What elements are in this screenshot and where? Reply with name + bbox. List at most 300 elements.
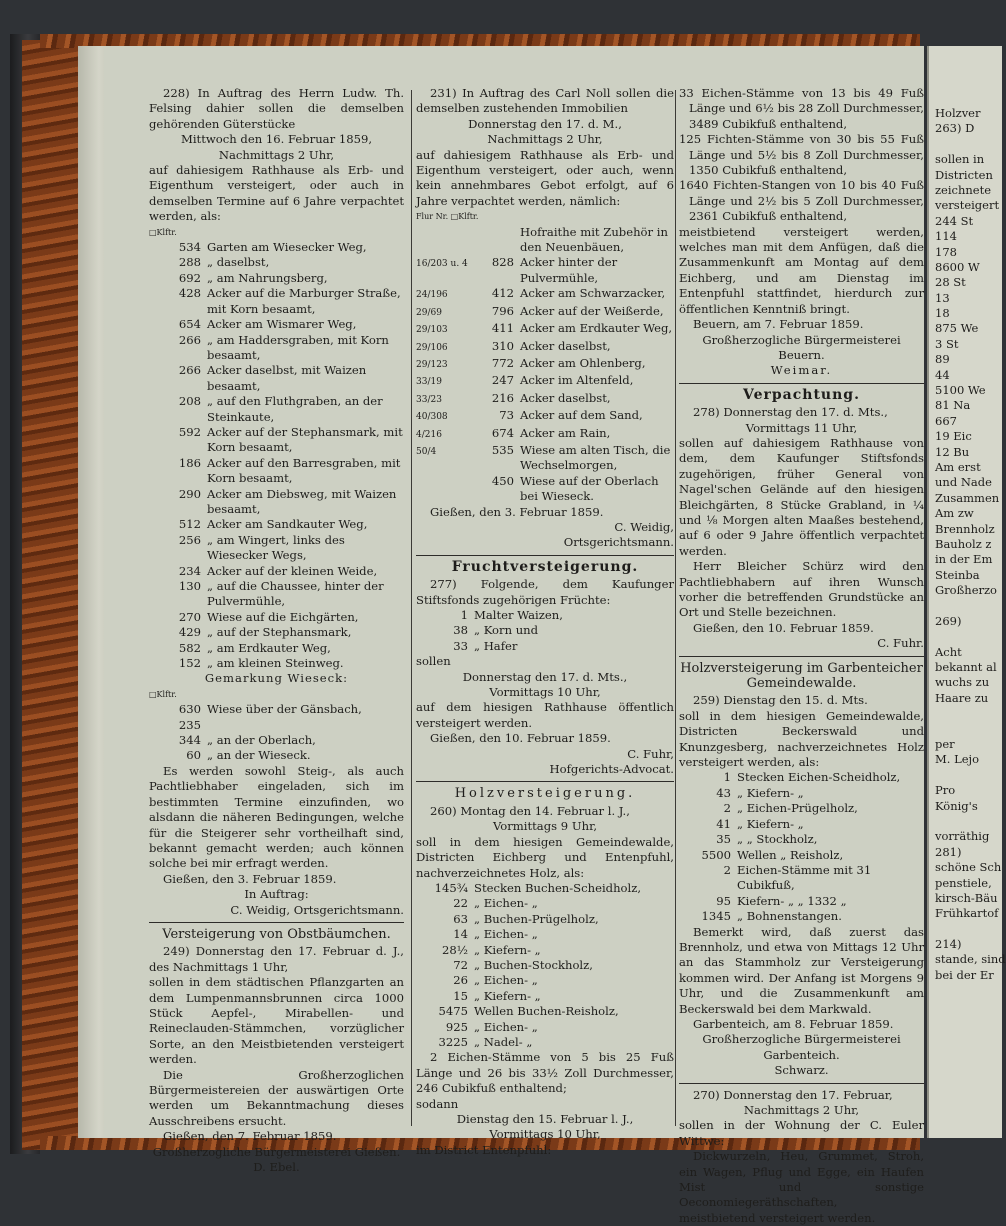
list-item bbox=[149, 286, 404, 317]
notice-278-body2: Herr Bleicher Schürz wird den Pachtliebhabern auf ihren Wunsch vorher die betreffenden Grundstücke an Ort und Stelle bezeichnen. bbox=[679, 559, 924, 620]
list-item bbox=[679, 863, 924, 894]
flur-number: 4/216 bbox=[416, 429, 442, 440]
parcel-desc: Acker auf dem Sand, bbox=[520, 408, 643, 423]
facing-line: 244 St bbox=[935, 213, 974, 228]
item-number: 288 bbox=[178, 255, 201, 270]
list-item bbox=[149, 255, 404, 270]
item-number: 428 bbox=[178, 286, 201, 301]
table-row bbox=[416, 286, 674, 303]
flur-number: 29/106 bbox=[416, 342, 448, 353]
area-klafter: 772 bbox=[491, 355, 514, 370]
office: Großherzogliche Bürgermeisterei Gießen. bbox=[152, 1144, 401, 1159]
list-item bbox=[149, 579, 404, 610]
item-text: Malter Waizen, bbox=[474, 608, 563, 622]
item-number: 14 bbox=[453, 927, 468, 942]
notice-259-heading: Holzversteigerung im Garbenteicher Gemeindewalde. bbox=[680, 660, 923, 692]
facing-line: Zusammen bbox=[935, 490, 1000, 505]
notice-260-date2: Dienstag den 15. Februar l. J., bbox=[456, 1112, 634, 1126]
newspaper-page bbox=[104, 46, 924, 1225]
list-item bbox=[149, 363, 404, 394]
flur-number: 16/203 u. 4 bbox=[416, 259, 468, 270]
facing-line bbox=[935, 137, 1002, 152]
item-number: 15 bbox=[453, 988, 468, 1003]
list-item bbox=[416, 623, 674, 638]
facing-line: 178 bbox=[935, 244, 957, 259]
column-rule bbox=[411, 90, 412, 1126]
parcel-desc: Acker daselbst, bbox=[520, 338, 611, 353]
notice-277-time: Vormittags 10 Uhr, bbox=[489, 685, 601, 700]
table-row bbox=[416, 304, 674, 321]
fruit-list bbox=[416, 608, 674, 654]
list-item bbox=[149, 456, 404, 487]
facing-line: Districten bbox=[935, 167, 993, 182]
notice-278-time: Vormittags 11 Uhr, bbox=[745, 420, 858, 435]
facing-line: versteigert bbox=[935, 198, 1000, 213]
list-item bbox=[149, 702, 404, 717]
parcel-desc: Acker am Ohlenberg, bbox=[520, 355, 646, 370]
facing-line: 281) bbox=[935, 844, 962, 859]
item-number: 33 bbox=[453, 638, 468, 653]
parcel-list-wieseck bbox=[149, 702, 404, 764]
item-text: Acker auf der Stephansmark, mit Korn besaamt, bbox=[207, 424, 403, 455]
item-number: 692 bbox=[178, 270, 201, 285]
facing-line bbox=[935, 768, 1002, 783]
item-text: „ daselbst, bbox=[207, 255, 270, 270]
notice-228-body: auf dahiesigem Rathhause als Erb- und Eigenthum versteigert, oder auch in demselben Termine auf 6 Jahre verpachtet werden, als: bbox=[149, 163, 404, 224]
item-number: 234 bbox=[178, 563, 201, 578]
list-item bbox=[416, 989, 674, 1004]
notice-259-body: soll in dem hiesigen Gemeindewalde, Districten Beckerswald und Knunzgesberg, nachverzeichnetes Holz versteigert werden, als: bbox=[679, 708, 924, 770]
item-number: 582 bbox=[178, 640, 201, 655]
table-row bbox=[416, 255, 674, 286]
facing-line: 114 bbox=[935, 229, 957, 244]
timber-line: 125 Fichten-Stämme von 30 bis 55 Fuß Länge und 5½ bis 8 Zoll Durchmesser, 1350 Cubikfuß enthaltend, bbox=[679, 132, 924, 178]
facing-line: und Nade bbox=[935, 475, 992, 490]
item-text: Acker am Wismarer Weg, bbox=[207, 317, 357, 332]
facing-line: Großherzo bbox=[935, 583, 997, 598]
item-number: 186 bbox=[178, 455, 201, 470]
item-text: „ „ Stockholz, bbox=[737, 832, 818, 847]
table-row bbox=[416, 426, 674, 443]
column-rule bbox=[675, 90, 676, 1126]
item-text: Acker auf den Barresgraben, mit Korn besaamt, bbox=[207, 455, 401, 486]
list-item bbox=[679, 832, 924, 847]
item-text: „ Korn und bbox=[474, 623, 539, 638]
notice-259-body2: Bemerkt wird, daß zuerst das Brennholz, und etwa von Mittags 12 Uhr an das Stammholz zur Versteigerung kommen wird. Der Anfang ist Morgens 9 Uhr, und die Zusammenkunft am Beckerswald bei dem Markwald. bbox=[679, 924, 924, 1016]
list-item bbox=[416, 1020, 674, 1035]
facing-line: 13 bbox=[935, 290, 950, 305]
list-item bbox=[416, 912, 674, 927]
item-text: Stecken Buchen-Scheidholz, bbox=[474, 880, 642, 895]
notice-228-date: Mittwoch den 16. Februar 1859, bbox=[180, 132, 373, 147]
facing-line: Pro bbox=[935, 783, 956, 798]
signature-title: Hofgerichts-Advocat. bbox=[549, 762, 674, 777]
item-text: „ auf der Stephansmark, bbox=[207, 625, 352, 640]
facing-line: Frühkartof bbox=[935, 906, 999, 921]
notice-259-intro: 259) Dienstag den 15. d. Mts. bbox=[693, 693, 868, 708]
list-item bbox=[679, 817, 924, 832]
item-number: 3225 bbox=[438, 1034, 468, 1049]
table-row bbox=[416, 339, 674, 356]
divider bbox=[679, 656, 924, 657]
column-3 bbox=[679, 86, 924, 1226]
notice-231-date: Donnerstag den 17. d. M., bbox=[468, 116, 622, 131]
divider bbox=[679, 1083, 924, 1084]
facing-line: 214) bbox=[935, 937, 962, 952]
item-text: „ Kiefern- „ bbox=[737, 816, 804, 831]
list-item bbox=[679, 770, 924, 785]
item-text: „ an der Oberlach, bbox=[207, 733, 316, 748]
notice-231-body: auf dahiesigem Rathhause als Erb- und Eigenthum versteigert, oder auch, wenn kein annehmbares Gebot erfolgt, auf 6 Jahre verpachtet werden, nämlich: bbox=[416, 147, 674, 208]
notice-249-body: sollen in dem städtischen Pflanzgarten an dem Lumpenmannsbrunnen circa 1000 Stück Aepfel-, Mirabellen- und Reineclauden-Stämmchen, vorzüglicher Sorte, an den Meistbietenden versteigert werden. bbox=[149, 975, 404, 1067]
list-item bbox=[149, 425, 404, 456]
column-1 bbox=[149, 86, 404, 1175]
parcel-list bbox=[149, 240, 404, 671]
facing-line: 89 bbox=[935, 352, 950, 367]
parcel-table bbox=[416, 225, 674, 505]
list-item bbox=[416, 958, 674, 973]
notice-249-heading: Versteigerung von Obstbäumchen. bbox=[162, 926, 391, 942]
facing-line: in der Em bbox=[935, 552, 993, 567]
flur-number bbox=[416, 225, 470, 256]
item-number: 41 bbox=[716, 816, 731, 831]
auftrag: In Auftrag: bbox=[244, 887, 309, 902]
facing-line: 5100 We bbox=[935, 383, 986, 398]
wood-list bbox=[416, 881, 674, 1050]
item-text: „ Buchen-Prügelholz, bbox=[474, 911, 599, 926]
item-text: Wiese auf die Eichgärten, bbox=[207, 609, 359, 624]
notice-270-body3: meistbietend versteigert werden. bbox=[679, 1210, 876, 1225]
notice-278-intro: 278) Donnerstag den 17. d. Mts., bbox=[693, 405, 888, 420]
divider bbox=[679, 383, 924, 384]
facing-line: kirsch-Bäu bbox=[935, 890, 998, 905]
notice-260-closing: meistbietend versteigert werden, welches man mit dem Anfügen, daß die Zusammenkunft am Montag auf dem Eichberg, und am Dienstag im Entenpfuhl stattfindet, hierdurch zur öffentlichen Kenntniß bringt. bbox=[679, 224, 924, 316]
area-klafter: 796 bbox=[491, 303, 514, 318]
notice-278-heading: Verpachtung. bbox=[743, 386, 860, 403]
list-item bbox=[679, 909, 924, 924]
list-item bbox=[149, 718, 404, 733]
parcel-desc: Acker am Rain, bbox=[520, 425, 611, 440]
list-item bbox=[416, 1004, 674, 1019]
notice-278-body: sollen auf dahiesigem Rathhause von dem, dem Kaufunger Stiftsfonds zugehörigen, früher General von Nagel'schen Gelände auf den hiesigen Bleichgärten, 8 Stücke Grabland, in ¼ und ⅛ Morgen alten Maaßes bestehend, auf 6 oder 9 Jahre öffentlich verpachtet werden. bbox=[679, 435, 924, 558]
signature: Schwarz. bbox=[774, 1063, 829, 1078]
parcel-desc: Acker auf der Weißerde, bbox=[520, 303, 664, 318]
item-number: 26 bbox=[453, 973, 468, 988]
signature: C. Fuhr, bbox=[627, 746, 674, 761]
parcel-desc: Acker im Altenfeld, bbox=[520, 373, 634, 388]
notice-270-body: sollen in der Wohnung der C. Euler Wittwe: bbox=[679, 1118, 924, 1148]
flur-number: 24/196 bbox=[416, 290, 448, 301]
parcel-desc: Wiese auf der Oberlach bei Wieseck. bbox=[520, 473, 659, 504]
facing-line: Acht bbox=[935, 644, 962, 659]
item-number: 5475 bbox=[438, 1004, 468, 1019]
facing-line: Steinba bbox=[935, 567, 980, 582]
table-head: Flur Nr. □Klftr. bbox=[416, 212, 479, 222]
table-row bbox=[416, 356, 674, 373]
facing-line: schöne Sch bbox=[935, 860, 1002, 875]
facing-page-fragment bbox=[927, 46, 1006, 1138]
parcel-desc: Hofraithe mit Zubehör in den Neuenbäuen, bbox=[520, 224, 668, 255]
item-text: Stecken Eichen-Scheidholz, bbox=[737, 770, 901, 785]
item-number: 1345 bbox=[701, 909, 731, 924]
facing-line: 263) D bbox=[935, 121, 975, 136]
item-number: 22 bbox=[453, 896, 468, 911]
notice-277-body: auf dem hiesigen Rathhause öffentlich versteigert werden. bbox=[416, 700, 674, 730]
table-row bbox=[416, 408, 674, 425]
item-text: Acker auf die Marburger Straße, mit Korn besaamt, bbox=[207, 286, 401, 316]
facing-line: Brennholz bbox=[935, 521, 995, 536]
facing-line bbox=[935, 599, 1002, 614]
notice-260-heading: Holzversteigerung. bbox=[454, 786, 636, 802]
unit-label: □Klftr. bbox=[149, 227, 177, 237]
item-text: „ Kiefern- „ bbox=[737, 785, 804, 800]
area-klafter: 450 bbox=[491, 473, 514, 488]
place-date: Gießen, den 7. Februar 1859. bbox=[163, 1129, 337, 1144]
area-klafter: 412 bbox=[491, 286, 514, 301]
flur-number: 40/308 bbox=[416, 412, 448, 423]
list-item bbox=[149, 564, 404, 579]
table-row bbox=[416, 443, 674, 474]
place-date: Gießen, den 3. Februar 1859. bbox=[430, 504, 604, 519]
item-text: Kiefern- „ „ 1332 „ bbox=[737, 893, 847, 908]
sollen: sollen bbox=[416, 654, 451, 669]
item-number: 130 bbox=[178, 579, 201, 593]
flur-number: 50/4 bbox=[416, 446, 437, 457]
notice-249-body2: Die Großherzoglichen Bürgermeistereien der auswärtigen Orte werden um Bekanntmachung dieses Ausschreibens ersucht. bbox=[149, 1067, 404, 1128]
place-date: Gießen, den 10. Februar 1859. bbox=[430, 731, 611, 746]
list-item bbox=[149, 333, 404, 364]
notice-228-time: Nachmittags 2 Uhr, bbox=[218, 147, 335, 162]
facing-line: 3 St bbox=[935, 336, 959, 351]
facing-line bbox=[935, 706, 1002, 721]
signature: D. Ebel. bbox=[253, 1160, 300, 1175]
list-item bbox=[416, 973, 674, 988]
list-item bbox=[679, 848, 924, 863]
list-item bbox=[679, 801, 924, 816]
divider bbox=[416, 555, 674, 556]
facing-line: stande, sind bbox=[935, 952, 1006, 967]
facing-line: per bbox=[935, 737, 955, 752]
item-text: „ Eichen- „ bbox=[474, 896, 538, 911]
item-number: 1 bbox=[460, 608, 468, 622]
list-item bbox=[149, 625, 404, 640]
office: Großherzogliche Bürgermeisterei Garbenteich. bbox=[702, 1032, 901, 1062]
item-number: 72 bbox=[453, 957, 468, 972]
item-text: Wiese über der Gänsbach, bbox=[207, 702, 362, 717]
item-number: 60 bbox=[186, 748, 201, 763]
item-number: 5500 bbox=[701, 847, 731, 862]
item-text: „ Eichen- „ bbox=[474, 927, 538, 942]
flur-number bbox=[416, 474, 470, 505]
item-number: 63 bbox=[453, 911, 468, 926]
item-text: „ am Nahrungsberg, bbox=[207, 270, 328, 285]
item-text: „ an der Wieseck. bbox=[207, 748, 311, 763]
facing-line: bekannt al bbox=[935, 660, 997, 675]
area-klafter: 535 bbox=[491, 442, 514, 457]
item-number: 534 bbox=[178, 240, 201, 255]
notice-228-closing: Es werden sowohl Steig-, als auch Pachtliebhaber eingeladen, sich im bestimmten Termine einzufinden, wo alsdann die näheren Bedingungen, welche für die Steigerer sehr vortheilhaft sind, bekannt gemacht werden; auch können solche bei mir erfragt werden. bbox=[149, 763, 404, 871]
place-date: Gießen, den 10. Februar 1859. bbox=[693, 620, 874, 635]
item-number: 290 bbox=[178, 486, 201, 501]
area-klafter: 216 bbox=[491, 390, 514, 405]
facing-line: bei der Er bbox=[935, 967, 994, 982]
item-text: Acker am Diebsweg, mit Waizen besaamt, bbox=[207, 486, 397, 516]
item-text: Eichen-Stämme mit 31 Cubikfuß, bbox=[737, 862, 872, 893]
signature: C. Fuhr. bbox=[877, 636, 924, 651]
table-row bbox=[416, 474, 674, 505]
place-date: Garbenteich, am 8. Februar 1859. bbox=[693, 1016, 894, 1031]
flur-number: 33/23 bbox=[416, 394, 442, 405]
facing-line: wuchs zu bbox=[935, 675, 990, 690]
list-item bbox=[416, 896, 674, 911]
list-item bbox=[149, 240, 404, 255]
facing-line: Bauholz z bbox=[935, 536, 992, 551]
list-item bbox=[416, 639, 674, 654]
facing-line: 44 bbox=[935, 367, 950, 382]
office: Großherzogliche Bürgermeisterei Beuern. bbox=[702, 332, 901, 362]
sub-heading: Gemarkung Wieseck: bbox=[204, 671, 349, 686]
table-row bbox=[416, 225, 674, 256]
item-text: „ am kleinen Steinweg. bbox=[207, 656, 344, 671]
list-item bbox=[149, 748, 404, 763]
column-2 bbox=[416, 86, 674, 1158]
notice-270-intro: 270) Donnerstag den 17. Februar, bbox=[693, 1087, 893, 1102]
facing-line: 28 St bbox=[935, 275, 966, 290]
facing-line: penstiele, bbox=[935, 875, 992, 890]
notice-270-time: Nachmittags 2 Uhr, bbox=[743, 1103, 860, 1117]
timber-line: 33 Eichen-Stämme von 13 bis 49 Fuß Länge und 6½ bis 28 Zoll Durchmesser, 3489 Cubikfuß enthaltend, bbox=[679, 86, 924, 131]
facing-line: zeichnete bbox=[935, 182, 992, 197]
divider bbox=[416, 781, 674, 782]
flur-number: 29/123 bbox=[416, 359, 448, 370]
item-number: 235 bbox=[178, 717, 201, 732]
list-item bbox=[149, 610, 404, 625]
list-item bbox=[149, 317, 404, 332]
facing-line bbox=[935, 629, 1002, 644]
parcel-desc: Wiese am alten Tisch, die Wechselmorgen, bbox=[520, 442, 671, 473]
item-number: 2 bbox=[723, 862, 731, 877]
item-text: „ Bohnenstangen. bbox=[737, 909, 842, 924]
signature: Weimar. bbox=[770, 363, 833, 378]
item-text: Wellen Buchen-Reisholz, bbox=[474, 1004, 619, 1019]
timber-line: 1640 Fichten-Stangen von 10 bis 40 Fuß Länge und 2½ bis 5 Zoll Durchmesser, 2361 Cubikfuß enthaltend, bbox=[679, 178, 924, 224]
facing-page-text bbox=[929, 46, 1006, 983]
signature-title: Ortsgerichtsmann. bbox=[563, 535, 674, 550]
item-number: 152 bbox=[178, 656, 201, 671]
unit-label: □Klftr. bbox=[149, 689, 177, 699]
facing-line: Holzver bbox=[935, 106, 981, 120]
area-klafter bbox=[470, 225, 520, 256]
flur-number: 29/69 bbox=[416, 307, 442, 318]
item-number: 95 bbox=[716, 893, 731, 908]
notice-260-body2: 2 Eichen-Stämme von 5 bis 25 Fuß Länge und 26 bis 33½ Zoll Durchmesser, 246 Cubikfuß enthaltend; bbox=[416, 1050, 674, 1096]
list-item bbox=[416, 927, 674, 942]
wood-list bbox=[679, 770, 924, 924]
item-number: 208 bbox=[178, 394, 201, 409]
facing-line: 81 Na bbox=[935, 398, 971, 413]
parcel-desc: Acker am Schwarzacker, bbox=[520, 286, 666, 301]
notice-260-body: soll in dem hiesigen Gemeindewalde, Districten Eichberg und Entenpfuhl, nachverzeichnetes Holz, als: bbox=[416, 834, 674, 880]
facing-line: König's bbox=[935, 798, 978, 813]
place-date: Gießen, den 3. Februar 1859. bbox=[163, 871, 337, 886]
facing-line: Am erst bbox=[935, 459, 981, 474]
area-klafter: 73 bbox=[499, 408, 514, 423]
item-number: 344 bbox=[178, 733, 201, 748]
item-text: Acker auf der kleinen Weide, bbox=[207, 563, 378, 578]
list-item bbox=[416, 1035, 674, 1050]
list-item bbox=[679, 786, 924, 801]
area-klafter: 828 bbox=[491, 255, 514, 270]
table-row bbox=[416, 321, 674, 338]
list-item bbox=[416, 881, 674, 896]
table-row bbox=[416, 391, 674, 408]
timber-list bbox=[679, 86, 924, 225]
notice-260-intro: 260) Montag den 14. Februar l. J., bbox=[430, 803, 630, 818]
list-item bbox=[149, 733, 404, 748]
item-text: Acker daselbst, mit Waizen besaamt, bbox=[207, 363, 367, 393]
list-item bbox=[149, 641, 404, 656]
facing-line: M. Lejo bbox=[935, 752, 980, 767]
facing-line: 269) bbox=[935, 613, 962, 628]
item-number: 592 bbox=[178, 424, 201, 439]
flur-number: 33/19 bbox=[416, 377, 442, 388]
sodann: sodann bbox=[416, 1096, 459, 1111]
item-number: 654 bbox=[178, 317, 201, 332]
list-item bbox=[149, 517, 404, 532]
item-number: 270 bbox=[178, 609, 201, 624]
table-row bbox=[416, 373, 674, 390]
notice-277-intro: 277) Folgende, dem Kaufunger Stiftsfonds zugehörigen Früchte: bbox=[416, 577, 674, 607]
facing-line: 875 We bbox=[935, 321, 979, 336]
facing-line: 18 bbox=[935, 306, 950, 321]
notice-277-heading: Fruchtversteigerung. bbox=[451, 558, 639, 575]
notice-231-time: Nachmittags 2 Uhr, bbox=[487, 132, 603, 147]
item-text: „ Nadel- „ bbox=[474, 1034, 533, 1049]
item-text: Garten am Wiesecker Weg, bbox=[207, 240, 367, 255]
item-number: 1 bbox=[723, 770, 731, 785]
notice-270-body2: Dickwurzeln, Heu, Grummet, Stroh, ein Wagen, Pflug und Egge, ein Haufen Mist und sonstige Oeconomiegeräthschaften, bbox=[679, 1149, 924, 1210]
item-text: „ auf die Chaussee, hinter der Pulvermühle, bbox=[207, 579, 384, 609]
list-item bbox=[416, 943, 674, 958]
notice-249-intro: 249) Donnerstag den 17. Februar d. J., des Nachmittags 1 Uhr, bbox=[149, 944, 404, 974]
item-text: Wellen „ Reisholz, bbox=[737, 847, 844, 862]
list-item bbox=[149, 656, 404, 671]
facing-line: 8600 W bbox=[935, 259, 980, 274]
area-klafter: 411 bbox=[491, 321, 514, 336]
facing-line: 12 Bu bbox=[935, 444, 970, 459]
place-date: Beuern, am 7. Februar 1859. bbox=[693, 317, 864, 332]
signature: C. Weidig, Ortsgerichtsmann. bbox=[230, 902, 404, 917]
flur-number: 29/103 bbox=[416, 325, 448, 336]
item-number: 266 bbox=[178, 363, 201, 378]
item-number: 630 bbox=[178, 702, 201, 717]
item-number: 145¾ bbox=[434, 880, 468, 895]
item-text: „ Eichen- „ bbox=[474, 973, 538, 988]
notice-277-date: Donnerstag den 17. d. Mts., bbox=[462, 669, 628, 684]
item-number: 925 bbox=[445, 1019, 468, 1034]
list-item bbox=[149, 487, 404, 518]
item-text: „ Eichen- „ bbox=[474, 1019, 538, 1034]
item-number: 43 bbox=[716, 785, 731, 800]
list-item bbox=[149, 271, 404, 286]
item-number: 35 bbox=[716, 832, 731, 847]
item-number: 266 bbox=[178, 332, 201, 347]
parcel-desc: Acker am Erdkauter Weg, bbox=[520, 321, 673, 336]
item-text: „ Buchen-Stockholz, bbox=[474, 957, 593, 972]
notice-260-time: Vormittags 9 Uhr, bbox=[492, 819, 598, 834]
item-text: „ am Erdkauter Weg, bbox=[207, 640, 331, 655]
list-item bbox=[416, 608, 674, 623]
